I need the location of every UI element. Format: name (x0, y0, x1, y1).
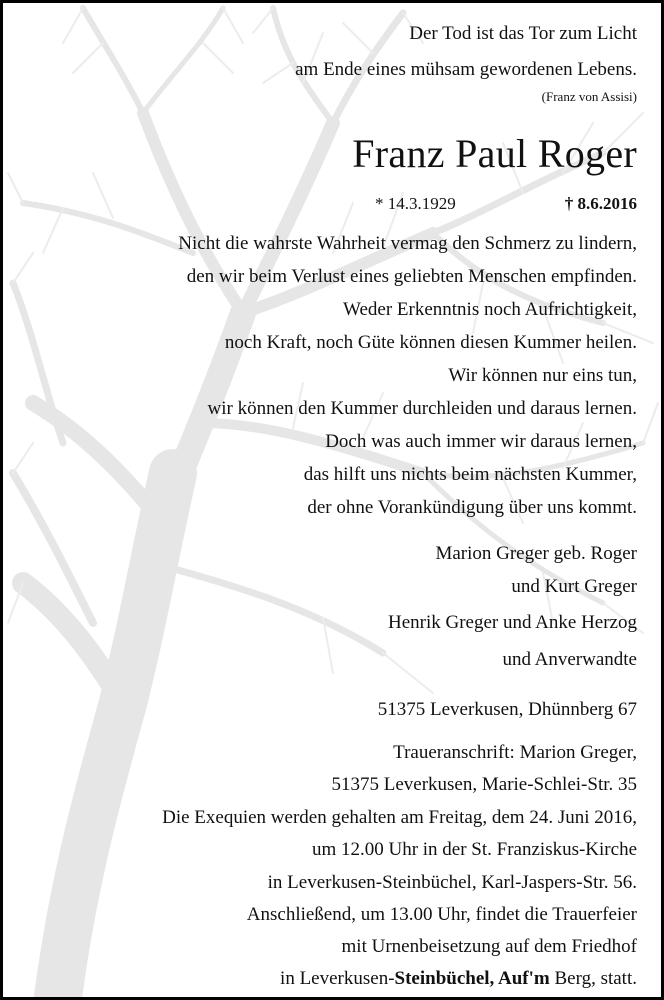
mourning-address-line-2: 51375 Leverkusen, Marie-Schlei-Str. 35 (331, 774, 637, 795)
poem-line: noch Kraft, noch Güte können diesen Kummer heilen. (224, 332, 637, 353)
poem-line: der ohne Vorankündigung über uns kommt. (307, 497, 637, 518)
service-line-last (280, 968, 637, 990)
deceased-name: Franz Paul Roger (352, 131, 637, 176)
service-line: Die Exequien werden gehalten am Freitag, dem 24. Juni 2016, (162, 807, 637, 828)
mourner-line: und Kurt Greger (511, 576, 637, 597)
service-location-bold: Steinbüchel, Auf'm (394, 968, 550, 989)
service-text: Berg, statt. (549, 968, 637, 989)
service-line: um 12.00 Uhr in der St. Franziskus-Kirche (311, 839, 637, 860)
service-text: in Leverkusen- (280, 968, 395, 989)
mourner-line: Marion Greger geb. Roger (435, 543, 637, 564)
service-line: Anschließend, um 13.00 Uhr, findet die Trauerfeier (246, 904, 637, 925)
service-line: mit Urnenbeisetzung auf dem Friedhof (341, 936, 637, 957)
mourner-line: Henrik Greger und Anke Herzog (387, 612, 637, 633)
death-date: † 8.6.2016 (564, 194, 637, 213)
poem-line: Weder Erkenntnis noch Aufrichtigkeit, (343, 299, 637, 320)
home-address: 51375 Leverkusen, Dhünnberg 67 (377, 699, 637, 720)
mourning-address-line-1: Traueranschrift: Marion Greger, (393, 742, 637, 763)
motto-line-1: Der Tod ist das Tor zum Licht (409, 23, 637, 44)
poem-line: wir können den Kummer durchleiden und daraus lernen. (207, 398, 637, 419)
mourner-line: und Anverwandte (502, 649, 637, 670)
poem-line: das hilft uns nichts beim nächsten Kummer, (303, 464, 637, 485)
service-line: in Leverkusen-Steinbüchel, Karl-Jaspers-Str. 56. (267, 872, 637, 893)
motto-author: (Franz von Assisi) (541, 89, 637, 104)
poem-line: Nicht die wahrste Wahrheit vermag den Schmerz zu lindern, (178, 233, 637, 254)
poem-line: den wir beim Verlust eines geliebten Menschen empfinden. (186, 266, 637, 287)
motto-line-2: am Ende eines mühsam gewordenen Lebens. (295, 59, 637, 80)
birth-date: * 14.3.1929 (375, 194, 456, 213)
poem-line: Doch was auch immer wir daraus lernen, (325, 431, 637, 452)
poem-line: Wir können nur eins tun, (448, 365, 637, 386)
